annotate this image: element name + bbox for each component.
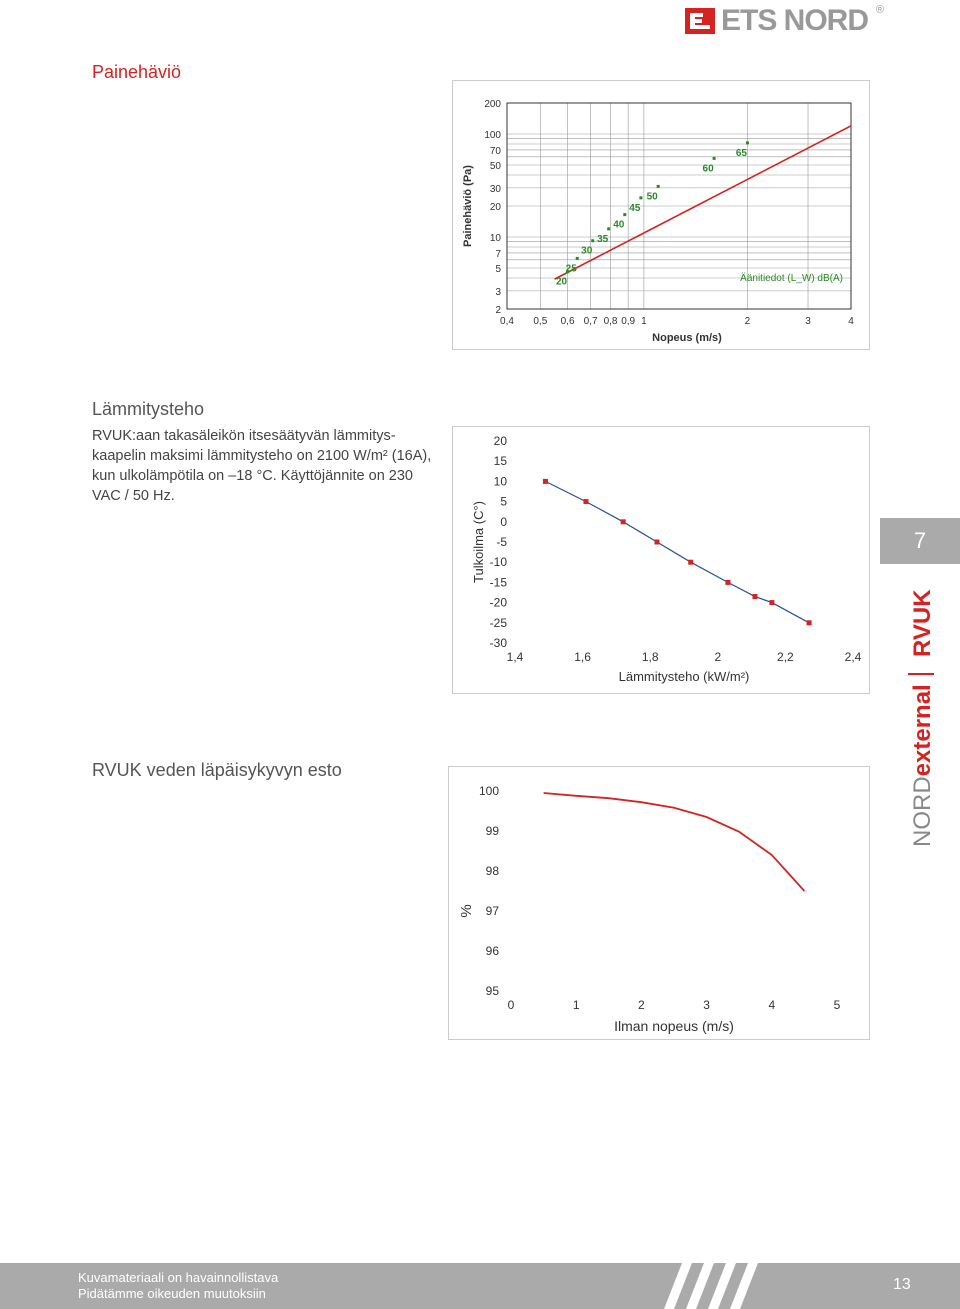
y-axis-label: % [458,904,475,918]
logo-mark-icon [685,8,715,34]
x-tick-label: 2,4 [844,650,862,664]
sound-level-marker [746,141,749,144]
x-tick-label: 0,5 [533,316,548,327]
x-tick-label: 2,2 [777,650,794,664]
sound-level-label: 30 [581,245,593,257]
heating-power-chart [453,427,869,693]
x-tick-label: 0,6 [560,316,575,327]
x-tick-label: 1 [572,998,580,1012]
product-side-label-text [900,585,940,850]
x-tick-label: 0,9 [621,316,636,327]
water-penetration-chart [449,767,869,1039]
sound-level-marker [576,257,579,260]
x-tick-label: 0,4 [500,316,514,327]
svg-text:NORDexternal [909,684,936,847]
x-axis-label: Nopeus (m/s) [652,332,722,344]
sound-level-label: 50 [646,191,658,203]
sound-legend-label: Äänitiedot (L_W) dB(A) [740,273,843,284]
y-tick-label: 20 [493,434,507,448]
heating-data-point [752,594,757,599]
y-tick-label: -30 [489,636,507,650]
y-tick-label: 3 [495,286,501,298]
side-divider [908,673,934,675]
x-tick-label: 5 [833,998,841,1012]
footer-disclaimer-1: Kuvamateriaali on havainnollistava [78,1270,279,1285]
x-tick-label: 2 [714,650,722,664]
x-tick-label: 1,8 [641,650,659,664]
page-number: 13 [893,1276,911,1293]
y-tick-label: 100 [484,130,501,142]
heating-data-point [688,560,693,565]
sound-level-marker [657,185,660,188]
heating-data-point [583,499,588,504]
x-axis-label: Ilman nopeus (m/s) [614,1018,734,1034]
y-tick-label: -5 [496,535,507,549]
heating-data-point [769,600,774,605]
brand-logo [685,4,884,38]
pressure-chart-panel [452,80,870,350]
product-side-label [900,585,940,850]
x-tick-label: 2 [638,998,645,1012]
y-tick-label: 5 [500,494,507,509]
chapter-number: 7 [880,518,960,564]
heating-power-title: Lämmitysteho [92,399,205,419]
sound-level-label: 45 [629,202,641,214]
pressure-loss-title: Painehäviö [92,62,182,82]
x-tick-label: 2 [744,316,751,327]
pressure-loss-line [555,126,851,279]
y-tick-label: 200 [484,99,501,110]
sound-level-label: 20 [556,276,568,288]
x-tick-label: 1 [641,316,647,327]
y-tick-label: 0 [500,514,507,529]
y-tick-label: 30 [489,183,501,195]
sound-level-marker [591,239,594,242]
water-penetration-title: RVUK veden läpäisykyvyn esto [92,760,342,780]
y-tick-label: 2 [495,305,501,316]
y-tick-label: -20 [489,595,507,610]
heating-data-point [654,540,659,545]
product-code: RVUK [909,589,936,657]
brand-prefix: NORD [909,776,936,847]
x-tick-label: 4 [848,316,854,327]
y-tick-label: -15 [489,575,507,590]
y-tick-label: -25 [489,615,507,630]
sound-level-label: 40 [613,219,625,231]
y-tick-label: 20 [489,202,501,213]
sound-level-marker [607,227,610,230]
sound-level-label: 25 [565,263,577,275]
pressure-loss-chart [453,81,869,349]
x-tick-label: 0 [507,998,515,1012]
brand-name: ETS NORD [720,4,868,37]
heating-description: RVUK:aan takasäleikön itsesäätyvän lämmitys-kaapelin maksimi lämmitysteho on 2100 W/m² (16A), kun ulkolämpötila on –18 °C. Käyttöjännite on 230 VAC / 50 Hz. [92,428,432,504]
y-tick-label: 7 [495,248,501,260]
x-tick-label: 0,8 [603,316,618,327]
heating-chart-panel [452,426,870,694]
sound-level-label: 35 [597,233,609,245]
sound-level-label: 65 [735,147,748,159]
y-tick-label: 10 [493,474,507,489]
water-series-line [544,793,805,891]
y-tick-label: 98 [485,864,499,878]
water-chart-panel [448,766,870,1040]
x-tick-label: 3 [703,998,710,1012]
y-tick-label: -10 [489,555,507,570]
sound-level-marker [639,196,642,199]
heating-data-point [725,580,730,585]
x-axis-label: Lämmitysteho (kW/m²) [618,669,750,684]
heating-data-point [621,519,626,524]
brand-suffix: external [909,684,936,777]
registered-mark: ® [875,4,884,16]
sound-level-label: 60 [702,163,714,175]
y-tick-label: 5 [495,264,501,276]
x-tick-label: 1,4 [506,650,524,664]
footer-stripes [660,1263,780,1309]
y-tick-label: 70 [489,145,501,157]
y-axis-label: Painehäviö (Pa) [462,165,474,247]
sound-level-marker [713,157,716,160]
heating-data-point [543,479,548,484]
y-tick-label: 96 [485,944,499,958]
y-tick-label: 10 [489,233,501,245]
sound-level-marker [623,213,626,216]
y-tick-label: 97 [485,904,499,918]
y-tick-label: 95 [485,984,499,998]
heating-data-point [807,620,812,625]
x-tick-label: 1,6 [574,650,591,664]
x-tick-label: 3 [805,316,811,327]
y-tick-label: 100 [478,784,499,798]
x-tick-label: 0,7 [583,316,598,327]
y-tick-label: 99 [485,824,499,838]
y-tick-label: 50 [489,161,501,173]
x-tick-label: 4 [768,998,776,1012]
footer-disclaimer-2: Pidätämme oikeuden muutoksiin [78,1286,266,1301]
y-axis-label: Tulkoilma (C°) [471,501,486,583]
y-tick-label: 15 [493,454,507,469]
